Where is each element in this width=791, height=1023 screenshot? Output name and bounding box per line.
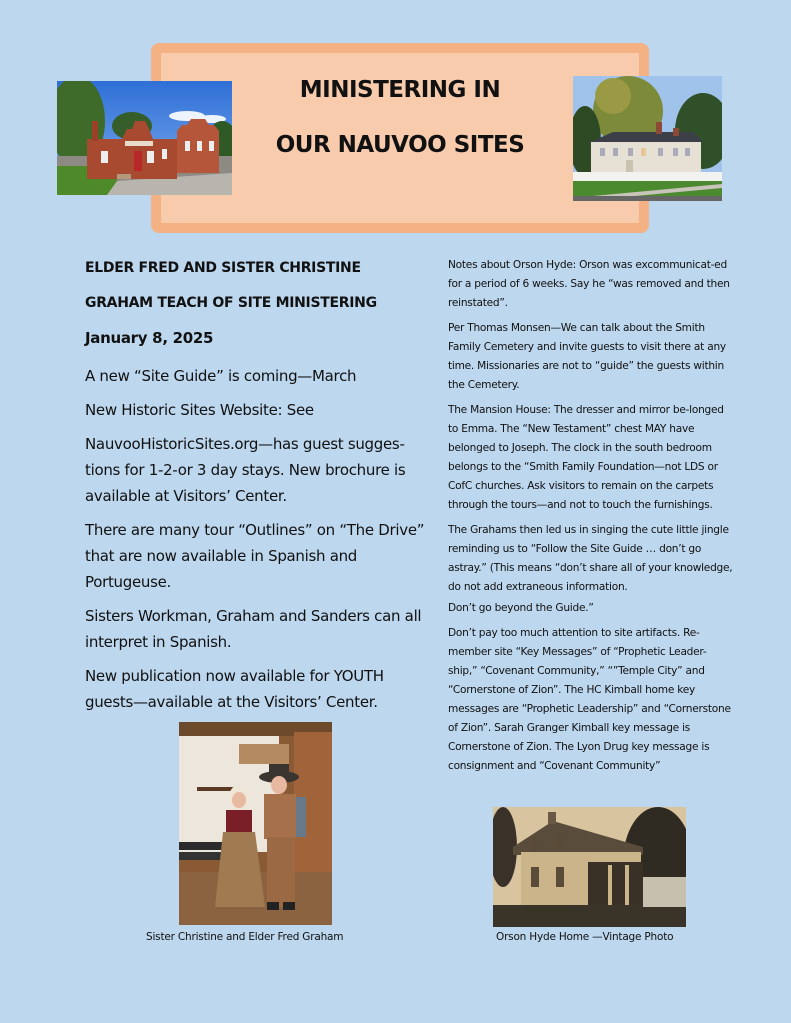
- paragraph-website-details: NauvooHistoricSites.org—has guest sugges-tions for 1-2-or 3 day stays. New brochure is available at Visitors’ Center.: [85, 435, 406, 505]
- caption-grahams-photo: Sister Christine and Elder Fred Graham: [146, 931, 344, 943]
- meeting-header-line1: ELDER FRED AND SISTER CHRISTINE: [85, 260, 361, 276]
- right-column: [448, 256, 733, 782]
- paragraph-key-messages: Don’t pay too much attention to site artifacts. Re-member site “Key Messages” of “Prophetic Leader-ship,” “Covenant Community,” “”Temple City” and “Cornerstone of Zion”. The HC Kimball home key messages are “Prophetic Leadership” and “Cornerstone of Zion”. Sarah Granger Kimball key message is Cornerstone of Zion. The Lyon Drug key message is consignment and “Covenant Community”: [448, 627, 731, 772]
- banner-title-line2: OUR NAUVOO SITES: [275, 132, 525, 158]
- banner-title-line1: MINISTERING IN: [299, 77, 501, 103]
- paragraph-youth-publication: New publication now available for YOUTH guests—available at the Visitors’ Center.: [85, 667, 384, 711]
- paragraph-smith-cemetery: Per Thomas Monsen—We can talk about the Smith Family Cemetery and invite guests to visit there at any time. Missionaries are not to “guide” the guests within the Cemetery.: [448, 322, 726, 391]
- paragraph-website-intro: New Historic Sites Website: See: [85, 401, 314, 419]
- paragraph-orson-hyde-notes: Notes about Orson Hyde: Orson was excommunicat-ed for a period of 6 weeks. Say he “was removed and then reinstated”.: [448, 259, 730, 309]
- orson-hyde-home-vintage-photo: [493, 807, 686, 927]
- paragraph-tour-outlines: There are many tour “Outlines” on “The Drive” that are now available in Spanish and Portugeuse.: [85, 521, 425, 591]
- left-column: [85, 258, 425, 723]
- white-mansion-house-photo: [573, 76, 722, 201]
- paragraph-spanish-interpreters: Sisters Workman, Graham and Sanders can all interpret in Spanish.: [85, 607, 422, 651]
- red-brick-store-photo: [57, 81, 232, 195]
- title-banner-inner: [161, 53, 639, 223]
- caption-orson-hyde-photo: Orson Hyde Home —Vintage Photo: [496, 931, 674, 943]
- paragraph-mansion-house: The Mansion House: The dresser and mirror be-longed to Emma. The “New Testament” chest MAY have belonged to Joseph. The clock in the south bedroom belongs to the “Smith Family Foundation—not LDS or CofC churches. Ask visitors to remain on the carpets through the tours—and not to touch the furnishings.: [448, 404, 724, 511]
- grahams-costume-photo: [179, 722, 332, 925]
- meeting-header-line2: GRAHAM TEACH OF SITE MINISTERING: [85, 295, 377, 311]
- paragraph-beyond-guide: Don’t go beyond the Guide.”: [448, 602, 594, 614]
- paragraph-site-guide-jingle: The Grahams then led us in singing the cute little jingle reminding us to “Follow the Site Guide … don’t go astray.” (This means “don’t share all of your knowledge, do not add extraneous information.: [448, 524, 733, 593]
- meeting-date: January 8, 2025: [85, 329, 214, 347]
- paragraph-site-guide: A new “Site Guide” is coming—March: [85, 367, 357, 385]
